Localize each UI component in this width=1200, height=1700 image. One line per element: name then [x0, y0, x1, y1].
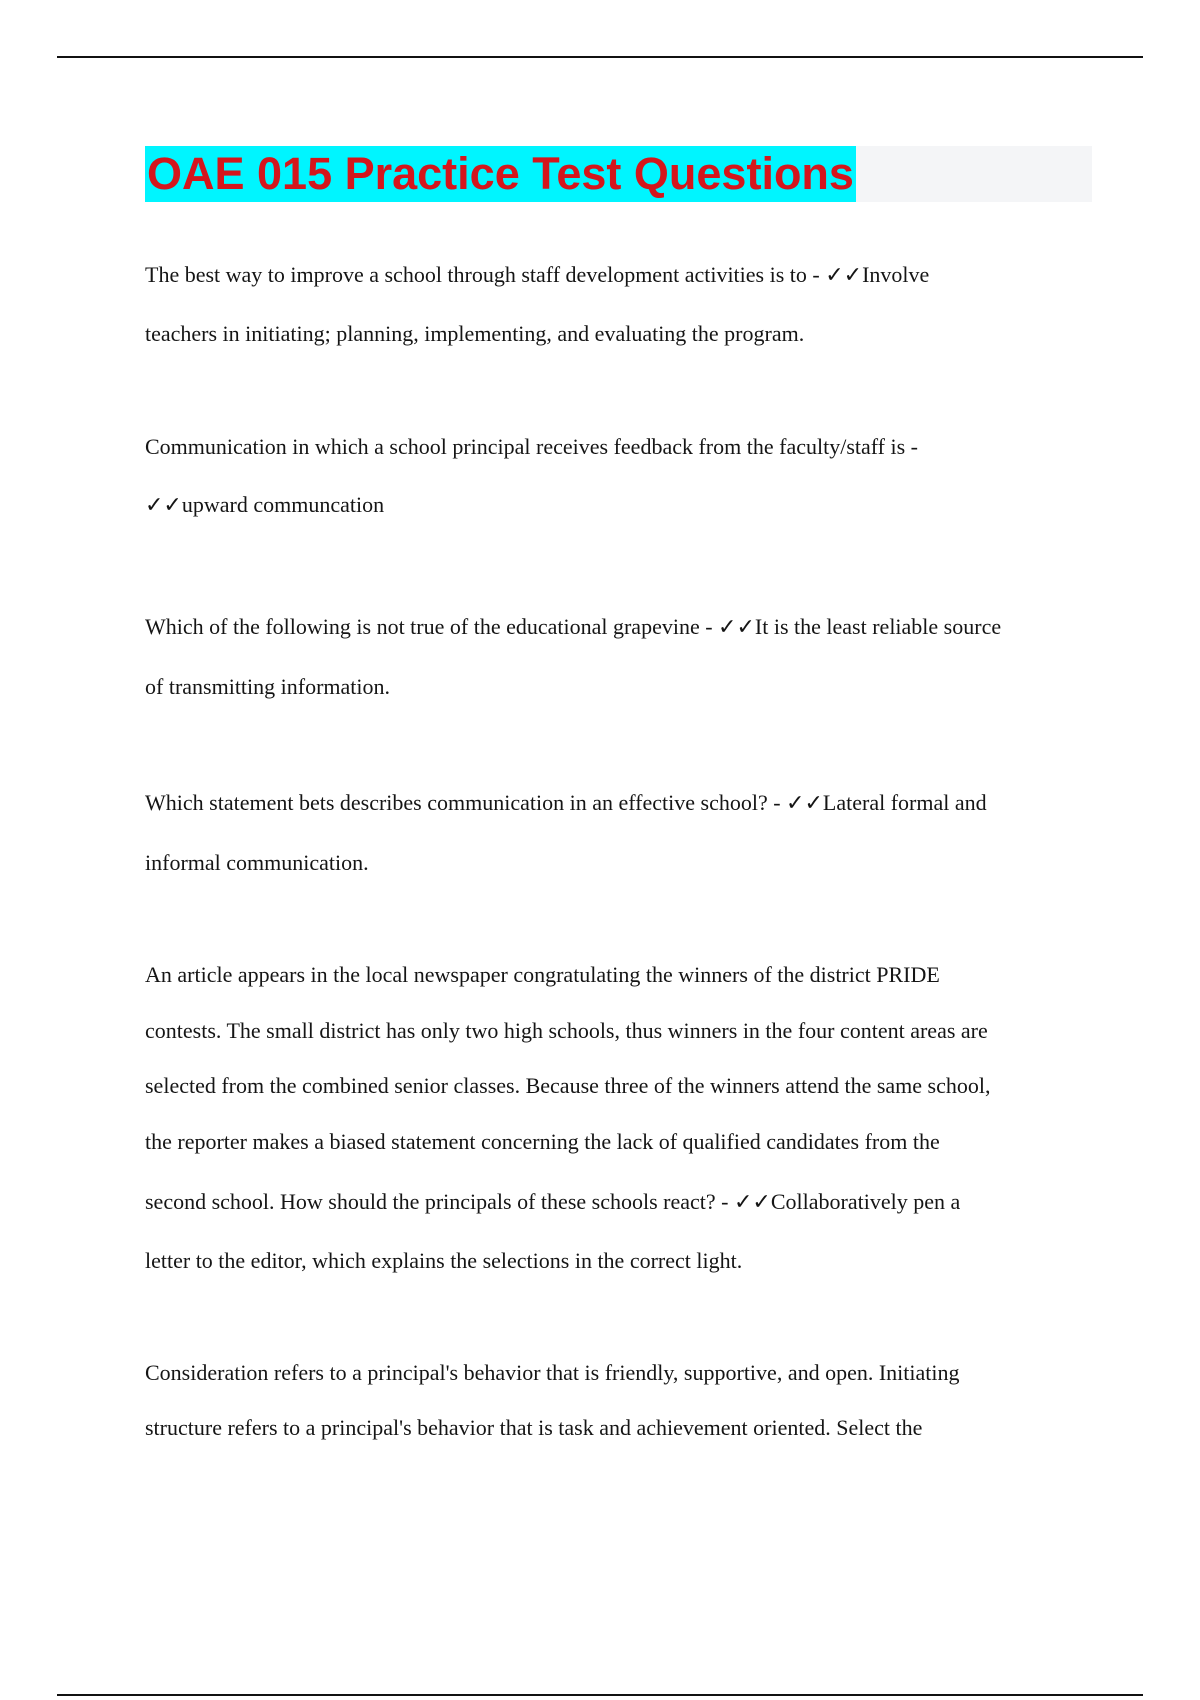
question-1-line-2: teachers in initiating; planning, implementing, and evaluating the program.: [145, 321, 805, 346]
question-1-line-1: The best way to improve a school through staff development activities is to - ✓✓Involve: [145, 262, 930, 288]
question-6-line-2: structure refers to a principal's behavior that is task and achievement oriented. Select the: [145, 1415, 923, 1440]
question-5-line-4: the reporter makes a biased statement concerning the lack of qualified candidates from the: [145, 1129, 940, 1154]
question-2-line-1: Communication in which a school principal receives feedback from the faculty/staff is -: [145, 434, 919, 459]
check-icon: ✓✓: [145, 493, 182, 518]
question-5-line-3: selected from the combined senior classes. Because three of the winners attend the same school,: [145, 1073, 991, 1098]
question-6-line-1: Consideration refers to a principal's behavior that is friendly, supportive, and open. Initiating: [145, 1360, 960, 1385]
question-5-line-2: contests. The small district has only two high schools, thus winners in the four content areas are: [145, 1018, 988, 1043]
question-5-line-5: second school. How should the principals of these schools react? - ✓✓Collaboratively pen a: [145, 1189, 961, 1215]
top-rule: [57, 56, 1143, 58]
check-icon: ✓✓: [786, 791, 823, 816]
check-icon: ✓✓: [825, 263, 863, 288]
question-3-line-1: Which of the following is not true of the educational grapevine - ✓✓It is the least reliable source: [145, 614, 1002, 640]
page-title: OAE 015 Practice Test Questions: [145, 146, 856, 202]
question-4-line-1: Which statement bets describes communication in an effective school? - ✓✓Lateral formal and: [145, 790, 987, 816]
question-5-line-1: An article appears in the local newspaper congratulating the winners of the district PRIDE: [145, 962, 940, 987]
question-2-line-2: ✓✓upward communcation: [145, 492, 385, 518]
bottom-rule: [57, 1694, 1143, 1696]
check-icon: ✓✓: [733, 1190, 771, 1215]
question-5-line-6: letter to the editor, which explains the selections in the correct light.: [145, 1248, 743, 1273]
check-icon: ✓✓: [718, 615, 755, 640]
question-4-line-2: informal communication.: [145, 850, 369, 875]
question-3-line-2: of transmitting information.: [145, 674, 391, 699]
